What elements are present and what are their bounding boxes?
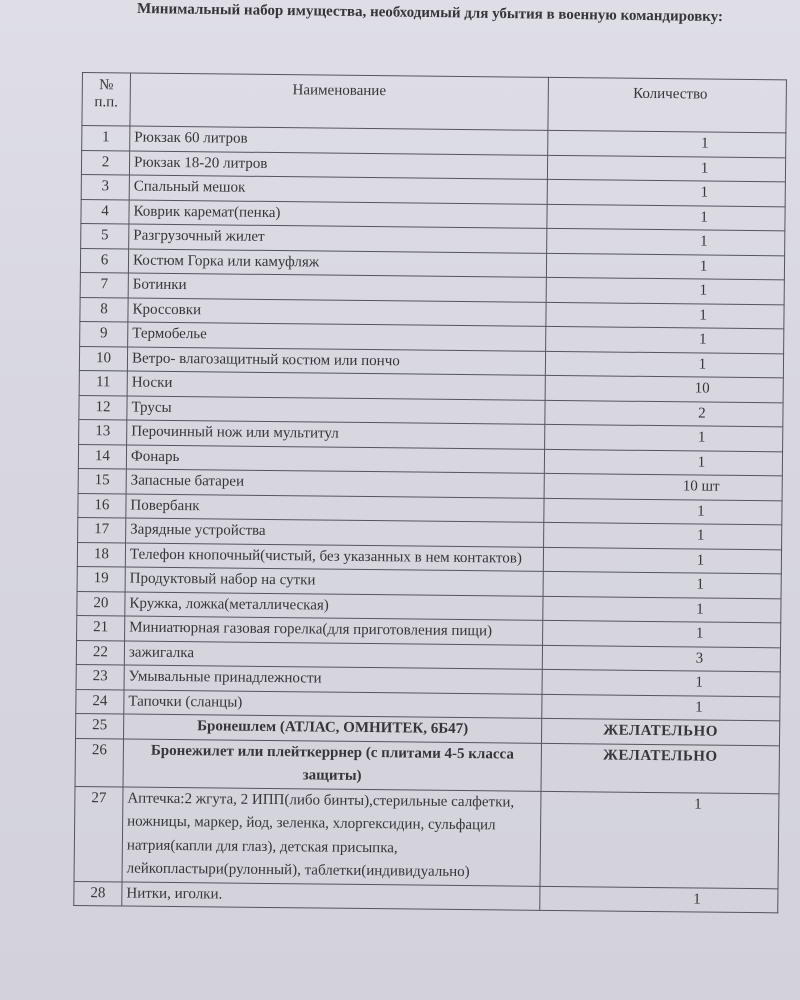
row-num: 13	[79, 419, 127, 444]
row-qty: ЖЕЛАТЕЛЬНО	[541, 743, 779, 793]
row-name: Бронешлем (АТЛАС, ОМНИТЕК, 6Б47)	[124, 714, 542, 743]
row-name: Бронежилет или плейткеррнер (с плитами 4-5 класса защиты)	[123, 738, 541, 790]
row-qty: 2	[545, 400, 783, 427]
row-num: 6	[80, 248, 128, 273]
row-num: 20	[77, 591, 125, 616]
row-name: Миниатюрная газовая горелка(для приготовления пищи)	[125, 616, 543, 645]
table-body	[74, 126, 786, 913]
row-name: Запасные батареи	[126, 469, 544, 498]
row-qty: 1	[547, 179, 785, 206]
row-qty: 1	[545, 424, 783, 451]
row-num: 3	[81, 174, 129, 199]
row-name: Продуктовый набор на сутки	[125, 567, 543, 596]
row-qty: 1	[540, 886, 778, 913]
row-num: 27	[74, 786, 123, 881]
row-num: 16	[78, 493, 126, 518]
row-qty: 1	[544, 449, 782, 476]
row-qty: 1	[546, 302, 784, 329]
row-qty: 1	[546, 326, 784, 353]
row-qty: 1	[542, 669, 780, 696]
row-num: 14	[78, 444, 126, 469]
row-num: 4	[81, 199, 129, 224]
row-name: зажигалка	[124, 640, 542, 669]
row-qty: 1	[542, 694, 780, 721]
row-num: 17	[78, 517, 126, 542]
row-num: 12	[79, 395, 127, 420]
row-num: 8	[80, 297, 128, 322]
row-qty: 1	[544, 522, 782, 549]
table-header-row	[82, 73, 787, 133]
row-name: Разгрузочный жилет	[129, 224, 547, 253]
row-name: Спальный мешок	[129, 175, 547, 204]
row-num: 11	[79, 370, 127, 395]
row-name: Аптечка:2 жгута, 2 ИПП(либо бинты),стерильные салфетки, ножницы, маркер, йод, зеленка, хлоргексидин, сульфацил натрия(капли для глаз), детская присыпка, лейкопластыри(рулонный), таблетки(индивидуально)	[122, 786, 541, 885]
row-qty: 10	[545, 375, 783, 402]
header-qty: Количество	[548, 77, 787, 132]
row-qty: 1	[543, 620, 781, 647]
row-num: 21	[77, 615, 125, 640]
row-num: 24	[76, 689, 124, 714]
row-name: Повербанк	[126, 493, 544, 522]
row-qty: 1	[543, 571, 781, 598]
row-num: 15	[78, 468, 126, 493]
row-qty: 1	[543, 596, 781, 623]
table-wrapper	[73, 72, 786, 913]
row-name: Кроссовки	[128, 297, 546, 326]
row-num: 9	[80, 321, 128, 346]
row-qty: 1	[547, 228, 785, 255]
row-name: Термобелье	[128, 322, 546, 351]
row-num: 1	[82, 126, 130, 151]
row-num: 26	[75, 738, 124, 787]
row-qty: 1	[543, 547, 781, 574]
row-name: Перочинный нож или мультитул	[127, 420, 545, 449]
row-name: Умывальные принадлежности	[124, 665, 542, 694]
table-row	[74, 786, 779, 888]
row-qty: ЖЕЛАТЕЛЬНО	[542, 718, 780, 745]
row-name: Нитки, иголки.	[122, 881, 540, 910]
row-name: Костюм Горка или камуфляж	[128, 248, 546, 277]
row-num: 5	[81, 223, 129, 248]
row-name: Телефон кнопочный(чистый, без указанных в нем контактов)	[125, 542, 543, 571]
row-num: 28	[74, 881, 122, 906]
row-num: 19	[77, 566, 125, 591]
row-name: Фонарь	[126, 444, 544, 473]
row-name: Носки	[127, 371, 545, 400]
equipment-table	[73, 72, 787, 913]
row-name: Ботинки	[128, 273, 546, 302]
row-num: 23	[76, 664, 124, 689]
row-qty: 1	[547, 204, 785, 231]
row-num: 25	[76, 713, 124, 738]
row-qty: 1	[546, 277, 784, 304]
row-name: Рюкзак 60 литров	[130, 126, 548, 155]
row-num: 7	[80, 272, 128, 297]
row-num: 18	[77, 542, 125, 567]
row-qty: 3	[542, 645, 780, 672]
row-qty: 1	[544, 498, 782, 525]
document-title: Минимальный набор имущества, необходимый для убытия в военную командировку:	[136, 0, 724, 26]
row-qty: 1	[540, 791, 779, 888]
row-num: 10	[79, 346, 127, 371]
row-name: Трусы	[127, 395, 545, 424]
row-name: Кружка, ложка(металлическая)	[125, 591, 543, 620]
header-num: № п.п.	[82, 73, 131, 126]
row-qty: 1	[545, 351, 783, 378]
row-qty: 1	[547, 155, 785, 182]
row-qty: 1	[546, 253, 784, 280]
row-qty: 1	[548, 130, 786, 157]
row-num: 2	[81, 150, 129, 175]
table-row	[75, 738, 779, 793]
header-name: Наименование	[130, 73, 549, 130]
row-name: Зарядные устройства	[126, 518, 544, 547]
row-qty: 10 шт	[544, 473, 782, 500]
row-name: Рюкзак 18-20 литров	[129, 151, 547, 180]
row-num: 22	[76, 640, 124, 665]
row-name: Ветро- влагозащитный костюм или пончо	[127, 346, 545, 375]
row-name: Тапочки (сланцы)	[124, 689, 542, 718]
row-name: Коврик каремат(пенка)	[129, 200, 547, 229]
